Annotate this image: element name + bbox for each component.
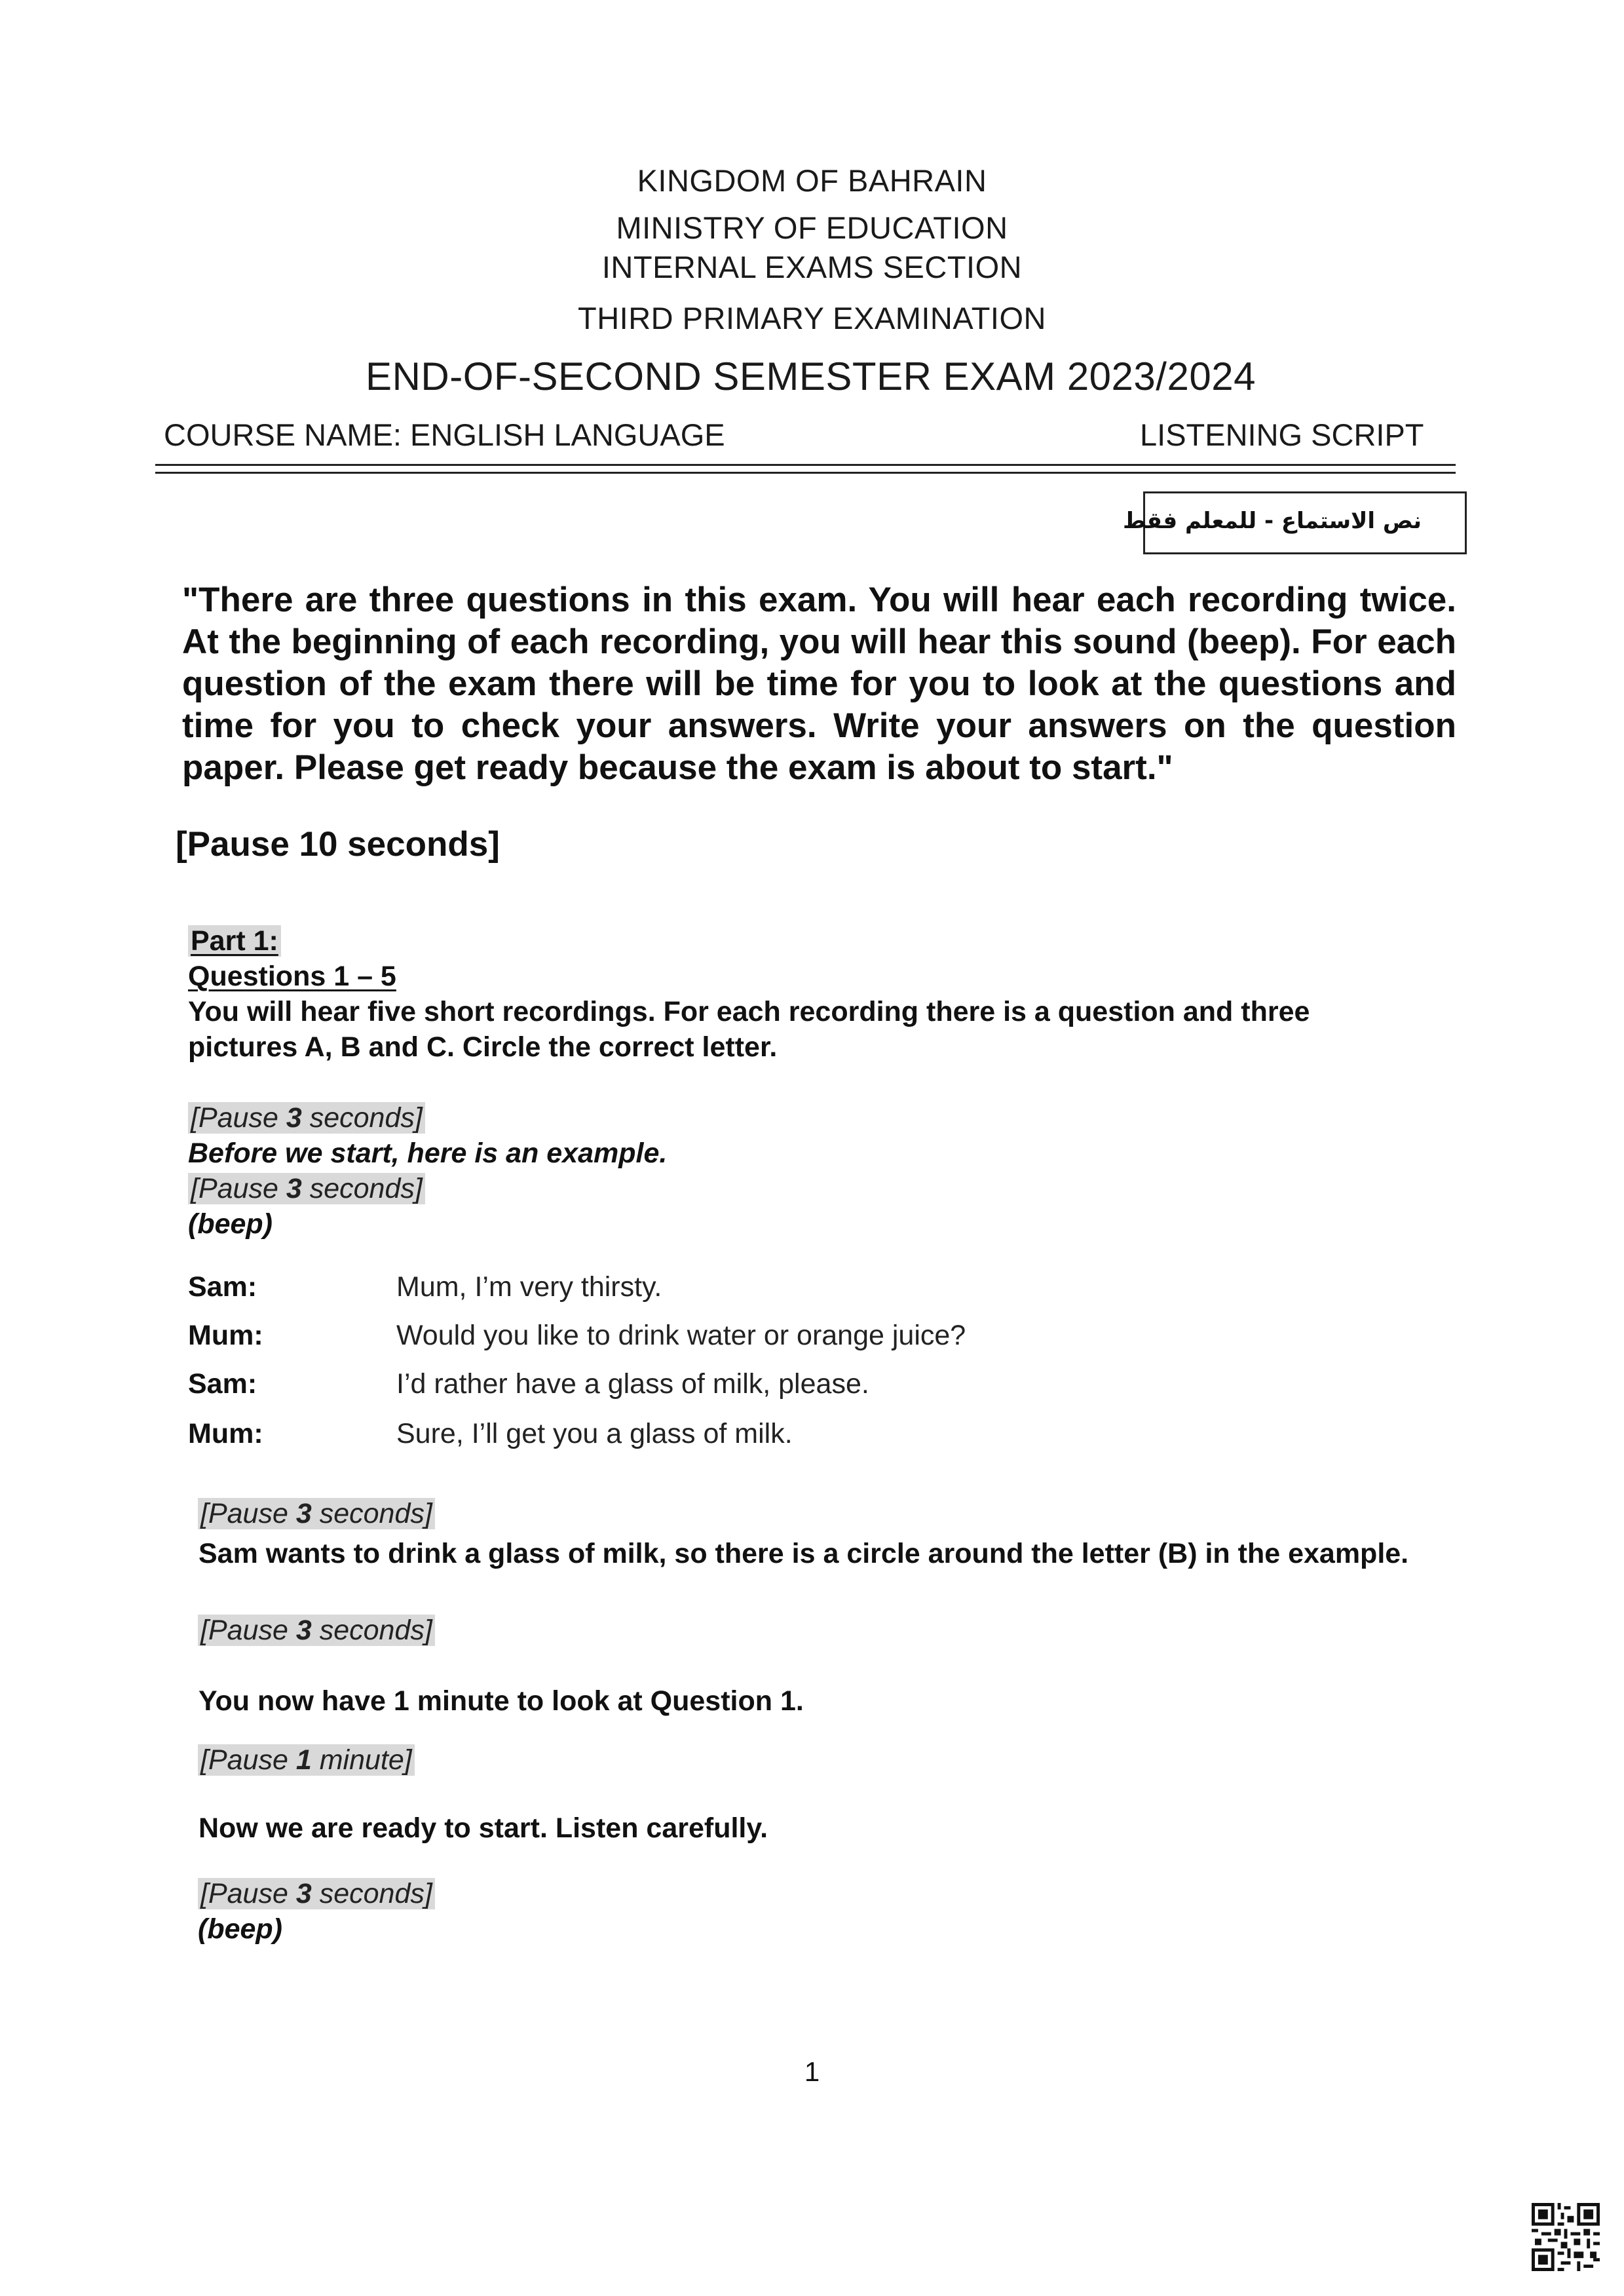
header-kingdom: KINGDOM OF BAHRAIN [637, 163, 987, 198]
intro-paragraph: "There are three questions in this exam. You will hear each recording twice. At the beginning of each recording, you will hear this sound (beep). For each question of the exam there will be time for you to look at the questions and time for you to check your answers. Write your answers on the question paper. Please get ready because the exam is about to start." [182, 581, 1456, 787]
pause-f-pre: [Pause [200, 1878, 296, 1909]
pause-e-highlight [198, 1744, 415, 1776]
pause-c-num: 3 [295, 1498, 312, 1529]
pause-3-seconds-a [188, 1102, 425, 1134]
header-section: INTERNAL EXAMS SECTION [601, 250, 1023, 284]
ready-to-start: Now we are ready to start. Listen carefully. [198, 1812, 768, 1844]
pause-3-seconds-d [198, 1615, 435, 1647]
pause-a-post: seconds] [301, 1102, 423, 1134]
pause-3-seconds-b [188, 1173, 425, 1205]
pause-a-num: 3 [286, 1102, 302, 1134]
look-at-question-1: You now have 1 minute to look at Question 1. [198, 1685, 804, 1717]
pause-d-num: 3 [295, 1615, 312, 1646]
dialogue-line: Mum, I’m very thirsty. [396, 1271, 662, 1303]
pause-f-num: 3 [295, 1878, 312, 1909]
pause-b-highlight [188, 1173, 425, 1204]
teacher-only-note: نص الاستماع - للمعلم فقط [1143, 491, 1467, 554]
dialogue-line: Would you like to drink water or orange juice? [396, 1320, 966, 1351]
pause-a-pre: [Pause [191, 1102, 286, 1134]
dialogue-line: Sure, I’ll get you a glass of milk. [396, 1418, 793, 1449]
pause-c-pre: [Pause [200, 1498, 296, 1529]
part1-instructions-line1: You will hear five short recordings. For each recording there is a question and three [188, 996, 1310, 1027]
pause-b-post: seconds] [301, 1173, 423, 1204]
pause-c-highlight [198, 1498, 435, 1529]
script-type: LISTENING SCRIPT [1140, 417, 1424, 452]
pause-1-minute [198, 1744, 415, 1776]
example-explanation: Sam wants to drink a glass of milk, so there is a circle around the letter (B) in the example. [198, 1538, 1409, 1569]
separator-line-top [155, 464, 1456, 466]
intro-pause: [Pause 10 seconds] [176, 825, 500, 864]
pause-3-seconds-f [198, 1878, 435, 1910]
pause-d-highlight [198, 1615, 435, 1646]
header-exam-level: THIRD PRIMARY EXAMINATION [578, 301, 1046, 335]
pause-e-num: 1 [295, 1744, 312, 1776]
pause-f-highlight [198, 1878, 435, 1909]
pause-f-post: seconds] [311, 1878, 432, 1909]
beep-2: (beep) [198, 1913, 282, 1945]
pause-a-highlight [188, 1102, 425, 1134]
before-start-line: Before we start, here is an example. [188, 1138, 668, 1169]
page-number: 1 [804, 2056, 820, 2087]
qr-code-icon [1532, 2203, 1600, 2271]
dialogue-speaker: Mum: [188, 1418, 263, 1449]
pause-e-post: minute] [311, 1744, 412, 1776]
part1-title [188, 925, 281, 957]
dialogue-speaker: Mum: [188, 1320, 263, 1351]
pause-b-pre: [Pause [191, 1173, 286, 1204]
pause-d-post: seconds] [311, 1615, 432, 1646]
separator-line-bottom [155, 472, 1456, 474]
dialogue-speaker: Sam: [188, 1271, 257, 1303]
header-ministry: MINISTRY OF EDUCATION [616, 210, 1008, 245]
exam-title: END-OF-SECOND SEMESTER EXAM 2023/2024 [366, 354, 1256, 398]
pause-c-post: seconds] [311, 1498, 432, 1529]
pause-d-pre: [Pause [200, 1615, 296, 1646]
dialogue-speaker: Sam: [188, 1368, 257, 1400]
dialogue-line: I’d rather have a glass of milk, please. [396, 1368, 869, 1400]
course-name: COURSE NAME: ENGLISH LANGUAGE [164, 417, 725, 452]
pause-3-seconds-c [198, 1498, 435, 1530]
beep-1: (beep) [188, 1208, 273, 1240]
pause-b-num: 3 [286, 1173, 302, 1204]
part1-title-text: Part 1: [188, 925, 281, 957]
pause-e-pre: [Pause [200, 1744, 296, 1776]
part1-instructions-line2: pictures A, B and C. Circle the correct letter. [188, 1031, 778, 1063]
part1-questions-range: Questions 1 – 5 [188, 961, 396, 992]
